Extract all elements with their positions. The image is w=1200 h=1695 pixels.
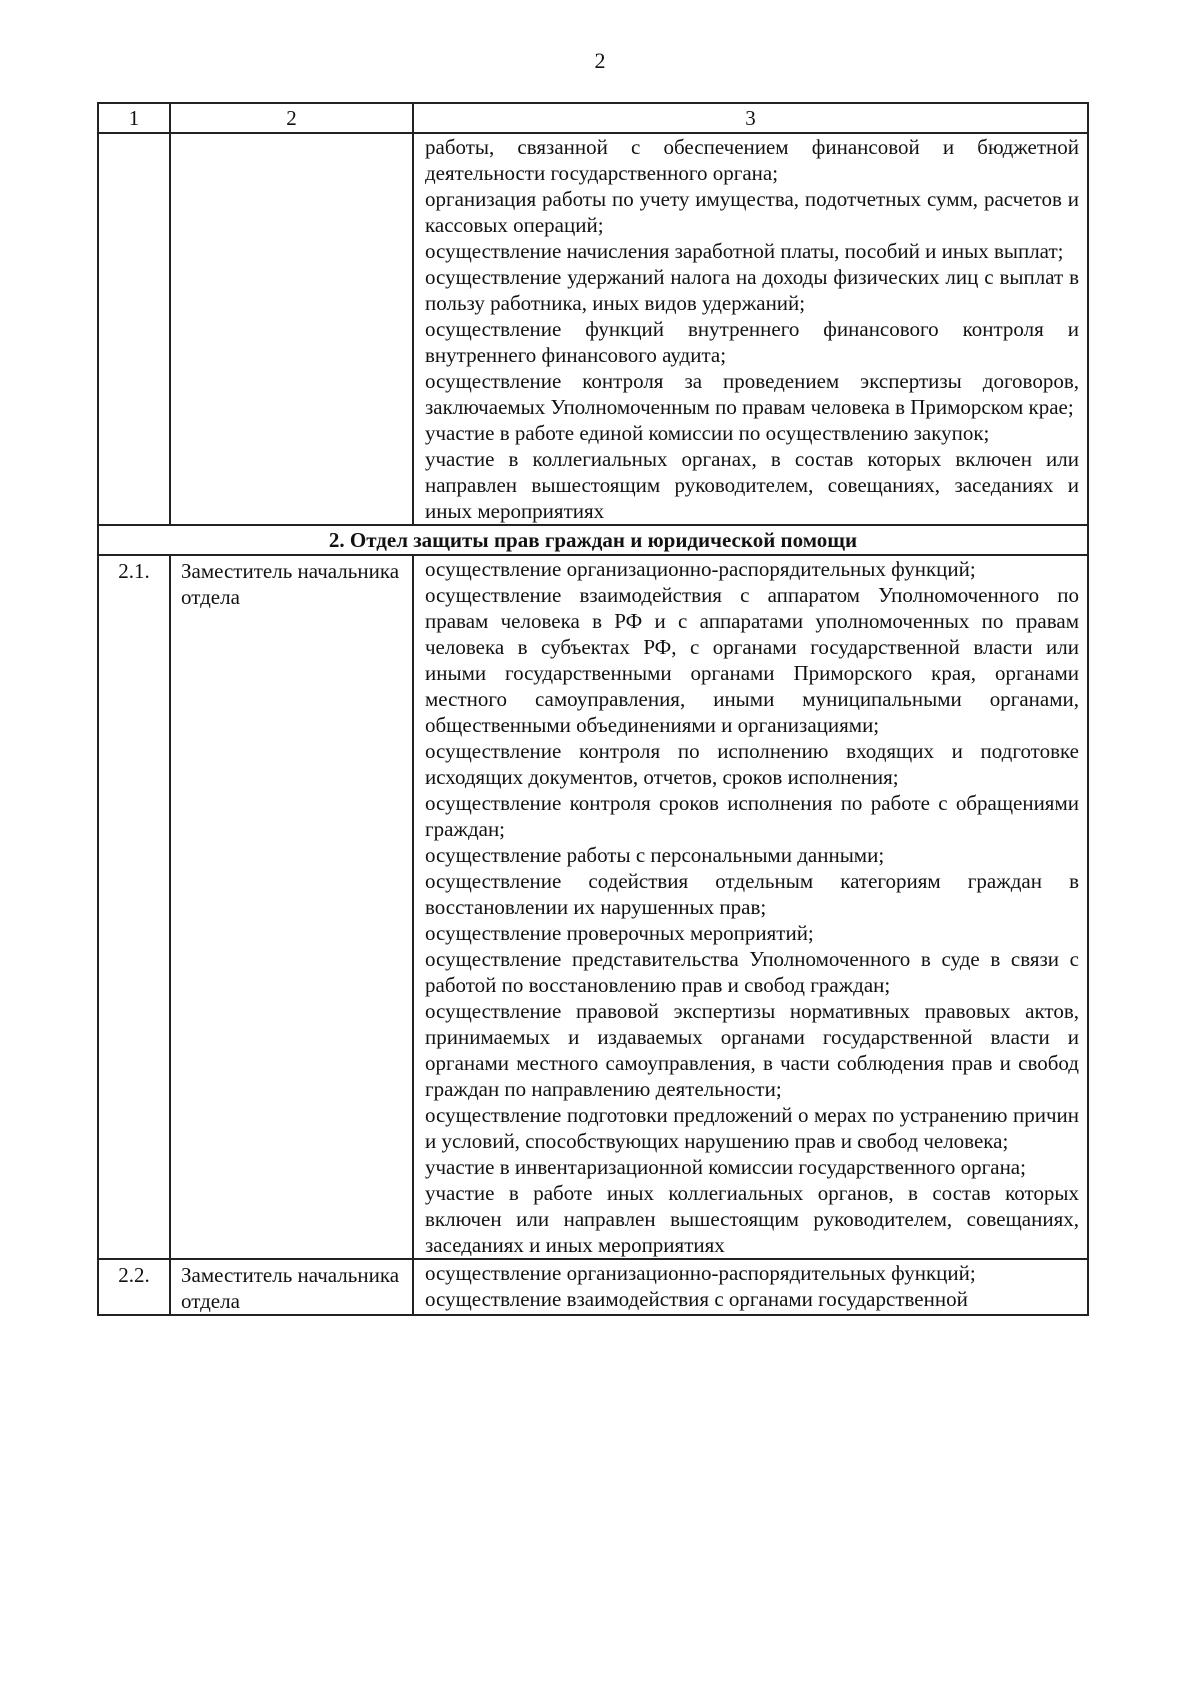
duty-item: осуществление проверочных мероприятий; xyxy=(425,921,814,945)
duty-item: организация работы по учету имущества, подотчетных сумм, расчетов и кассовых операций; xyxy=(425,187,1079,237)
duty-item: осуществление контроля за проведением экспертизы договоров, заключаемых Уполномоченным по правам человека в Приморском крае; xyxy=(425,369,1079,419)
duty-item: участие в работе единой комиссии по осуществлению закупок; xyxy=(425,421,990,445)
table-row-2-1 xyxy=(98,555,1088,1259)
duty-item: осуществление работы с персональными данными; xyxy=(425,843,885,867)
position-cell xyxy=(170,133,413,525)
duty-item: осуществление содействия отдельным категориям граждан в восстановлении их нарушенных прав; xyxy=(425,869,1079,919)
duties-cell xyxy=(413,133,1088,525)
row-number: 2.1. xyxy=(98,555,170,1259)
duty-item: осуществление представительства Уполномоченного в суде в связи с работой по восстановлению прав и свобод граждан; xyxy=(425,947,1079,997)
table-row-continuation xyxy=(98,133,1088,525)
duty-item: осуществление организационно-распорядительных функций; xyxy=(425,1261,976,1285)
duties-cell xyxy=(413,1259,1088,1315)
position-title: Заместитель начальника отдела xyxy=(170,555,413,1259)
header-cell-2: 2 xyxy=(170,103,413,133)
duty-item: участие в коллегиальных органах, в состав которых включен или направлен вышестоящим руководителем, совещаниях, заседаниях и иных мероприятиях xyxy=(425,447,1079,523)
duties-table xyxy=(97,102,1089,1316)
section-title: 2. Отдел защиты прав граждан и юридической помощи xyxy=(98,525,1088,555)
table-header-row xyxy=(98,103,1088,133)
duties-cell xyxy=(413,555,1088,1259)
header-cell-1: 1 xyxy=(98,103,170,133)
header-cell-3: 3 xyxy=(413,103,1088,133)
duty-item: осуществление функций внутреннего финансового контроля и внутреннего финансового аудита; xyxy=(425,317,1079,367)
duty-item: осуществление удержаний налога на доходы физических лиц с выплат в пользу работника, иных видов удержаний; xyxy=(425,265,1079,315)
duty-item: осуществление контроля по исполнению входящих и подготовке исходящих документов, отчетов, сроков исполнения; xyxy=(425,739,1079,789)
duty-item: осуществление организационно-распорядительных функций; xyxy=(425,557,976,581)
duty-item: работы, связанной с обеспечением финансовой и бюджетной деятельности государственного органа; xyxy=(425,135,1079,185)
number-cell xyxy=(98,133,170,525)
row-number: 2.2. xyxy=(98,1259,170,1315)
page-number: 2 xyxy=(594,48,606,73)
duty-item: участие в инвентаризационной комиссии государственного органа; xyxy=(425,1155,1026,1179)
section-header-row xyxy=(98,525,1088,555)
duty-item: осуществление правовой экспертизы нормативных правовых актов, принимаемых и издаваемых органами государственной власти и органами местного самоуправления, в части соблюдения прав и свобод граждан по направлению деятельности; xyxy=(425,999,1079,1101)
duty-item: осуществление подготовки предложений о мерах по устранению причин и условий, способствующих нарушению прав и свобод человека; xyxy=(425,1103,1079,1153)
duty-item: осуществление контроля сроков исполнения по работе с обращениями граждан; xyxy=(425,791,1079,841)
duty-item: осуществление взаимодействия с органами государственной xyxy=(425,1287,968,1311)
duty-item: осуществление начисления заработной платы, пособий и иных выплат; xyxy=(425,239,1064,263)
position-title: Заместитель начальника отдела xyxy=(170,1259,413,1315)
duty-item: осуществление взаимодействия с аппаратом Уполномоченного по правам человека в РФ и с аппаратами уполномоченных по правам человека в субъектах РФ, с органами государственной власти или иными государственными органами Приморского края, органами местного самоуправления, иными муниципальными органами, общественными объединениями и организациями; xyxy=(425,583,1079,737)
duty-item: участие в работе иных коллегиальных органов, в состав которых включен или направлен вышестоящим руководителем, совещаниях, заседаниях и иных мероприятиях xyxy=(425,1181,1079,1257)
table-row-2-2 xyxy=(98,1259,1088,1315)
